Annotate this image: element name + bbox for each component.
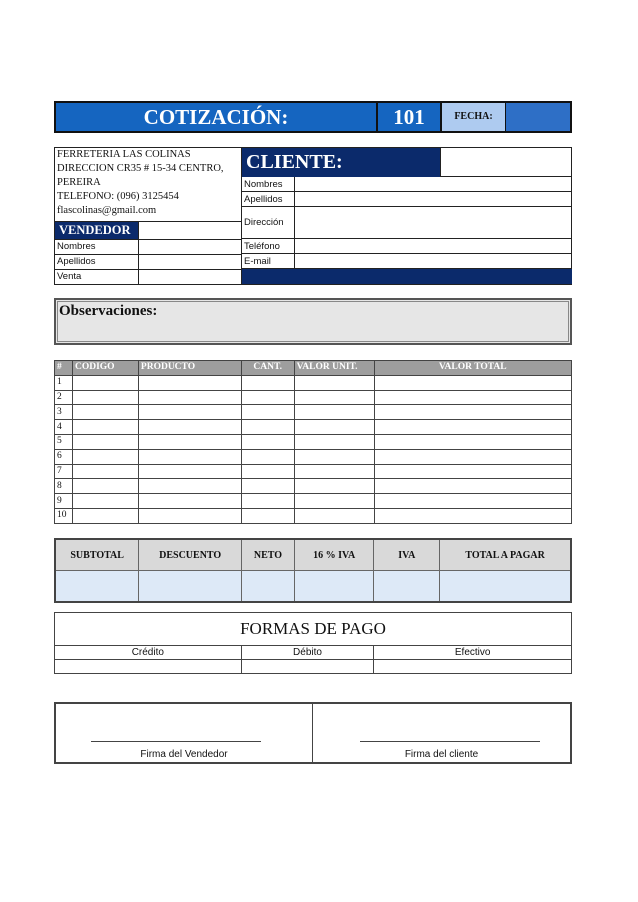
row-index: 7 [55, 464, 73, 479]
col-codigo-header: CODIGO [72, 361, 138, 376]
cliente-footer-strip [242, 269, 572, 284]
firma-vendedor-label: Firma del Vendedor [140, 749, 228, 760]
pago-debito-field[interactable] [241, 660, 374, 674]
item-cell[interactable] [241, 449, 294, 464]
item-cell[interactable] [294, 479, 374, 494]
cliente-nombres-label: Nombres [244, 179, 283, 190]
item-cell[interactable] [138, 420, 241, 435]
item-cell[interactable] [241, 494, 294, 509]
totals-table [54, 538, 572, 603]
item-cell[interactable] [138, 479, 241, 494]
signatures-box [54, 702, 572, 764]
col-producto-header: PRODUCTO [138, 361, 241, 376]
item-cell[interactable] [138, 494, 241, 509]
iva-value[interactable] [374, 571, 440, 603]
iva-rate-header: 16 % IVA [294, 539, 374, 571]
item-cell[interactable] [138, 405, 241, 420]
item-cell[interactable] [374, 434, 571, 449]
item-cell[interactable] [138, 508, 241, 523]
item-cell[interactable] [72, 449, 138, 464]
cliente-nombres-field[interactable] [295, 177, 572, 191]
company-address: DIRECCION CR35 # 15-34 CENTRO, [57, 163, 224, 174]
item-cell[interactable] [241, 479, 294, 494]
item-cell[interactable] [374, 375, 571, 390]
cliente-email-field[interactable] [295, 254, 572, 268]
row-index: 1 [55, 375, 73, 390]
item-cell[interactable] [294, 390, 374, 405]
total-pagar-header: TOTAL A PAGAR [440, 539, 571, 571]
table-row [55, 464, 572, 479]
row-index: 2 [55, 390, 73, 405]
item-cell[interactable] [374, 420, 571, 435]
item-cell[interactable] [241, 464, 294, 479]
iva-rate-value[interactable] [294, 571, 374, 603]
descuento-header: DESCUENTO [139, 539, 242, 571]
pago-efectivo-field[interactable] [374, 660, 572, 674]
pago-credito-field[interactable] [55, 660, 242, 674]
cliente-direccion-label: Dirección [244, 217, 284, 228]
cliente-telefono-label: Teléfono [244, 241, 280, 252]
item-cell[interactable] [72, 434, 138, 449]
item-cell[interactable] [294, 464, 374, 479]
item-cell[interactable] [72, 479, 138, 494]
cliente-heading: CLIENTE: [242, 148, 440, 177]
pago-credito-label: Crédito [55, 646, 242, 660]
firma-cliente-area[interactable] [313, 704, 570, 762]
cliente-apellidos-field[interactable] [295, 192, 572, 206]
row-index: 4 [55, 420, 73, 435]
iva-header: IVA [374, 539, 440, 571]
neto-value[interactable] [242, 571, 295, 603]
quotation-title: COTIZACIÓN: [143, 105, 289, 129]
pago-debito-label: Débito [241, 646, 374, 660]
row-index: 10 [55, 508, 73, 523]
item-cell[interactable] [72, 405, 138, 420]
item-cell[interactable] [294, 420, 374, 435]
formas-pago-title: FORMAS DE PAGO [55, 613, 572, 646]
items-header-row [55, 361, 572, 376]
observaciones-box[interactable] [54, 298, 572, 345]
table-row [55, 390, 572, 405]
cliente-telefono-field[interactable] [295, 239, 572, 253]
table-row [55, 405, 572, 420]
item-cell[interactable] [138, 449, 241, 464]
cliente-direccion-field[interactable] [295, 207, 572, 238]
vendedor-nombres-label: Nombres [57, 241, 96, 252]
item-cell[interactable] [374, 390, 571, 405]
item-cell[interactable] [241, 434, 294, 449]
pago-efectivo-label: Efectivo [374, 646, 572, 660]
table-row [55, 434, 572, 449]
item-cell[interactable] [241, 375, 294, 390]
vendedor-apellidos-label: Apellidos [57, 256, 96, 267]
descuento-value[interactable] [139, 571, 242, 603]
table-row [55, 479, 572, 494]
vendedor-heading: VENDEDOR [55, 222, 138, 239]
formas-pago-table [54, 612, 572, 674]
table-row [55, 508, 572, 523]
table-row [55, 494, 572, 509]
col-valor-total-header: VALOR TOTAL [374, 361, 571, 376]
neto-header: NETO [242, 539, 295, 571]
item-cell[interactable] [374, 405, 571, 420]
item-cell[interactable] [294, 434, 374, 449]
quotation-number: 101 [376, 103, 442, 131]
vendedor-venta-label: Venta [57, 271, 82, 282]
item-cell[interactable] [138, 464, 241, 479]
item-cell[interactable] [294, 449, 374, 464]
company-city: PEREIRA [57, 177, 101, 188]
item-cell[interactable] [374, 508, 571, 523]
subtotal-value[interactable] [55, 571, 139, 603]
vendedor-venta-field[interactable] [139, 270, 241, 284]
cliente-email-label: E-mail [244, 256, 271, 267]
item-cell[interactable] [138, 390, 241, 405]
vendedor-apellidos-field[interactable] [139, 255, 241, 269]
item-cell[interactable] [374, 464, 571, 479]
item-cell[interactable] [72, 508, 138, 523]
item-cell[interactable] [241, 508, 294, 523]
item-cell[interactable] [374, 479, 571, 494]
items-table [54, 360, 572, 524]
table-row [55, 449, 572, 464]
firma-vendedor-area[interactable] [56, 704, 313, 762]
table-row [55, 375, 572, 390]
row-index: 8 [55, 479, 73, 494]
item-cell[interactable] [374, 494, 571, 509]
item-cell[interactable] [138, 375, 241, 390]
row-index: 5 [55, 434, 73, 449]
item-cell[interactable] [294, 405, 374, 420]
total-pagar-value[interactable] [440, 571, 571, 603]
fecha-field[interactable] [506, 103, 570, 131]
observaciones-label: Observaciones: [59, 303, 158, 319]
item-cell[interactable] [241, 390, 294, 405]
row-index: 3 [55, 405, 73, 420]
subtotal-header: SUBTOTAL [55, 539, 139, 571]
item-cell[interactable] [294, 494, 374, 509]
col-valor-unit-header: VALOR UNIT. [294, 361, 374, 376]
item-cell[interactable] [294, 508, 374, 523]
col-index-header: # [55, 361, 73, 376]
vendedor-nombres-field[interactable] [139, 240, 241, 254]
table-row [55, 420, 572, 435]
item-cell[interactable] [72, 464, 138, 479]
quotation-header [54, 101, 572, 133]
row-index: 6 [55, 449, 73, 464]
item-cell[interactable] [72, 375, 138, 390]
cliente-apellidos-label: Apellidos [244, 194, 283, 205]
item-cell[interactable] [241, 420, 294, 435]
item-cell[interactable] [72, 390, 138, 405]
item-cell[interactable] [138, 434, 241, 449]
item-cell[interactable] [241, 405, 294, 420]
item-cell[interactable] [294, 375, 374, 390]
col-cant-header: CANT. [241, 361, 294, 376]
fecha-label: FECHA: [442, 103, 506, 131]
company-phone: TELEFONO: (096) 3125454 [57, 191, 179, 202]
row-index: 9 [55, 494, 73, 509]
item-cell[interactable] [72, 420, 138, 435]
company-name: FERRETERIA LAS COLINAS [57, 149, 191, 160]
company-email: flascolinas@gmail.com [57, 205, 157, 216]
item-cell[interactable] [374, 449, 571, 464]
firma-cliente-label: Firma del cliente [404, 749, 479, 760]
item-cell[interactable] [72, 494, 138, 509]
